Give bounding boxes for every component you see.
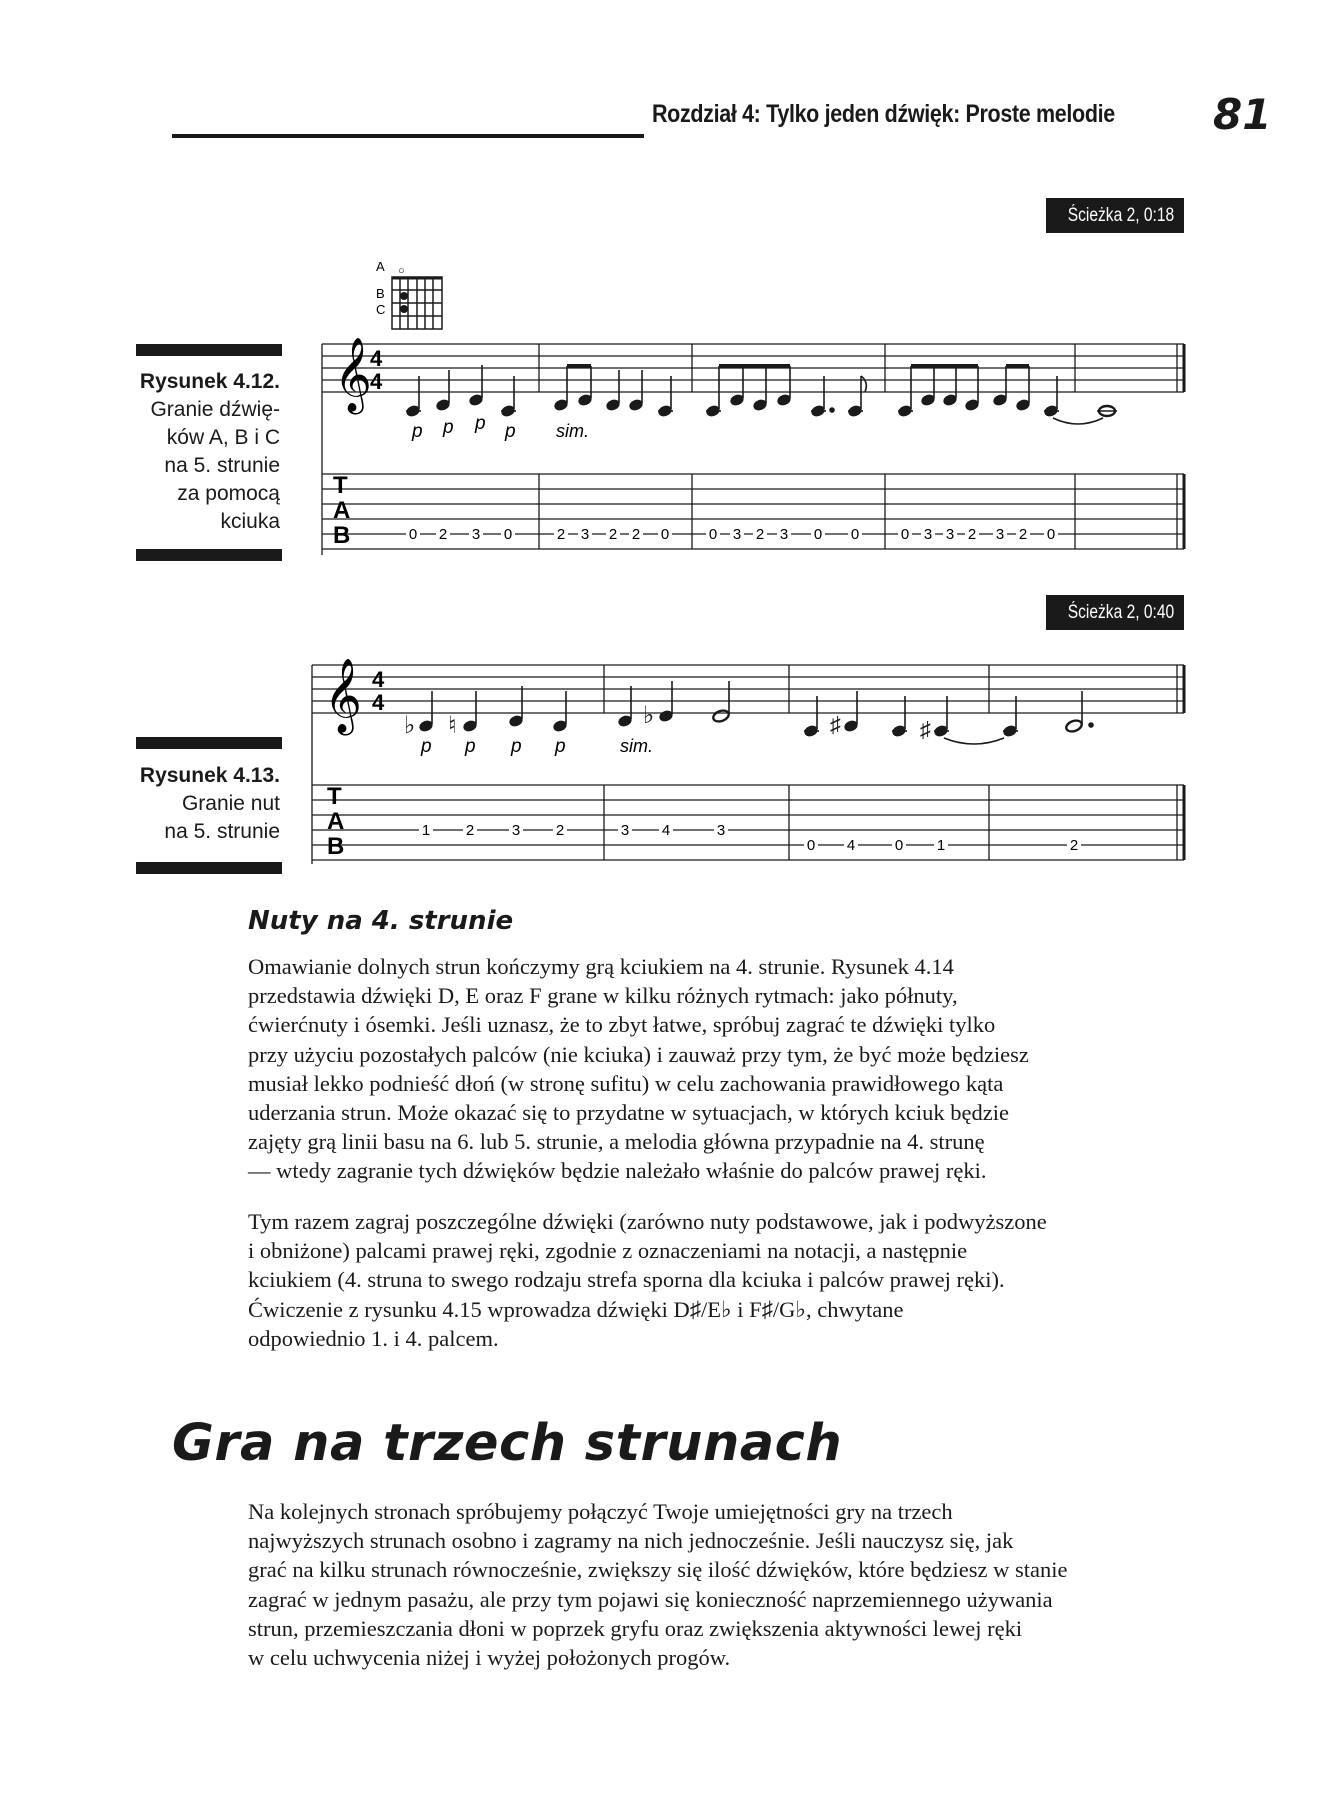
paragraph bbox=[248, 1497, 1188, 1672]
sharp-icon: ♯ bbox=[830, 712, 841, 737]
figure-label: Rysunek 4.12. bbox=[139, 370, 280, 393]
caption-line: kciuka bbox=[220, 510, 280, 533]
text-line: zajęty grą linii basu na 6. lub 5. strunie, a melodia główna przypadnie na 4. strunę bbox=[248, 1129, 985, 1155]
section-heading: Nuty na 4. strunie bbox=[248, 906, 514, 936]
time-sig-top: 4 bbox=[372, 667, 385, 692]
tab-number: 2 bbox=[608, 526, 618, 543]
natural-icon: ♮ bbox=[448, 712, 457, 739]
tab-number: 0 bbox=[503, 526, 513, 543]
caption-line: ków A, B i C bbox=[166, 426, 280, 449]
fingering: p bbox=[555, 736, 566, 757]
tab-number: 3 bbox=[471, 526, 481, 543]
tab-number: 3 bbox=[945, 526, 955, 543]
notes-4-12 bbox=[406, 365, 1117, 424]
open-string-mark: ○ bbox=[398, 265, 405, 277]
tab-number: 2 bbox=[465, 822, 475, 839]
tab-letter: T bbox=[333, 472, 348, 499]
staff-4-13 bbox=[312, 665, 1184, 864]
tab-number: 4 bbox=[661, 822, 671, 839]
paragraph bbox=[248, 952, 1188, 1186]
tab-number: 0 bbox=[708, 526, 718, 543]
paragraph bbox=[248, 1207, 1188, 1353]
music-notation bbox=[0, 0, 1339, 900]
tab-number: 1 bbox=[936, 837, 946, 854]
time-sig-top: 4 bbox=[370, 346, 383, 371]
tab-number: 0 bbox=[806, 837, 816, 854]
tab-number: 3 bbox=[779, 526, 789, 543]
text-line: uderzania strun. Może okazać się to przydatne w sytuacjach, w których kciuk będzie bbox=[248, 1100, 1009, 1126]
figure-label: Rysunek 4.13. bbox=[139, 764, 280, 787]
text-line: — wtedy zagranie tych dźwięków będzie należało właśnie do palców prawej ręki. bbox=[248, 1158, 987, 1184]
tab-number: 0 bbox=[1046, 526, 1056, 543]
tab-letter: A bbox=[327, 808, 345, 835]
tab-number: 3 bbox=[716, 822, 726, 839]
tab-number: 2 bbox=[556, 526, 566, 543]
tab-number: 2 bbox=[631, 526, 641, 543]
treble-clef-icon: 𝄞 bbox=[324, 659, 362, 731]
caption-line: Granie nut bbox=[181, 792, 280, 815]
fingering: p bbox=[421, 736, 432, 757]
chord-letter: C bbox=[376, 302, 386, 317]
tab-number: 3 bbox=[511, 822, 521, 839]
tab-number: 2 bbox=[755, 526, 765, 543]
text-line: kciukiem (4. struna to swego rodzaju strefa sporna dla kciuka i palców prawej ręki). bbox=[248, 1267, 1005, 1293]
tab-number: 0 bbox=[660, 526, 670, 543]
staff-4-12 bbox=[322, 344, 1184, 555]
text-line: odpowiednio 1. i 4. palcem. bbox=[248, 1325, 499, 1351]
tab-number: 2 bbox=[1069, 837, 1079, 854]
caption-line: na 5. strunie bbox=[164, 454, 280, 477]
tab-number: 0 bbox=[813, 526, 823, 543]
chord-diagram bbox=[376, 259, 442, 329]
tab-number: 2 bbox=[967, 526, 977, 543]
tab-number: 0 bbox=[900, 526, 910, 543]
tab-number: 1 bbox=[421, 822, 431, 839]
tab-number: 3 bbox=[923, 526, 933, 543]
text-line: i obniżone) palcami prawej ręki, zgodnie z oznaczeniami na notacji, a następnie bbox=[248, 1238, 968, 1264]
text-line: zagrać w jednym pasażu, ale przy tym pojawi się konieczność naprzemiennego używania bbox=[248, 1586, 1053, 1612]
sharp-icon: ♯ bbox=[920, 717, 931, 742]
finger-dot bbox=[400, 292, 408, 300]
chord-letter: B bbox=[376, 286, 385, 301]
tab-number: 2 bbox=[555, 822, 565, 839]
tab-letter: A bbox=[333, 497, 351, 524]
fingering: p bbox=[505, 421, 516, 442]
text-line: w celu uchwycenia niżej i wyżej położonych progów. bbox=[248, 1645, 731, 1671]
chapter-section-heading: Gra na trzech strunach bbox=[172, 1414, 843, 1473]
tab-letter: T bbox=[327, 783, 342, 810]
track-label-1: Ścieżka 2, 0:18 bbox=[1067, 205, 1175, 226]
chapter-title: Rozdział 4: Tylko jeden dźwięk: Proste melodie bbox=[652, 100, 1115, 128]
page-number: 81 bbox=[1213, 90, 1272, 139]
track-label-2: Ścieżka 2, 0:40 bbox=[1067, 602, 1175, 623]
time-sig-bottom: 4 bbox=[370, 369, 383, 394]
time-sig-bottom: 4 bbox=[372, 690, 385, 715]
sim-marking: sim. bbox=[620, 736, 653, 756]
text-line: Omawianie dolnych strun kończymy grą kciukiem na 4. strunie. Rysunek 4.14 bbox=[248, 954, 954, 979]
text-line: Ćwiczenie z rysunku 4.15 wprowadza dźwięki D♯/E♭ i F♯/G♭, chwytane bbox=[248, 1296, 904, 1322]
tab-letter: B bbox=[333, 522, 351, 549]
text-line: grać na kilku strunach równocześnie, zwiększy się ilość dźwięków, które będziesz w stanie bbox=[248, 1557, 1068, 1583]
fingering: p bbox=[465, 736, 476, 757]
caption-line: na 5. strunie bbox=[164, 820, 280, 843]
flat-icon: ♭ bbox=[643, 702, 655, 729]
text-line: przedstawia dźwięki D, E oraz F grane w kilku różnych rytmach: jako półnuty, bbox=[248, 983, 958, 1009]
text-line: przy użyciu pozostałych palców (nie kciuka) i zauważ przy tym, że być może będziesz bbox=[248, 1041, 1029, 1067]
chord-letter: A bbox=[376, 259, 385, 274]
finger-dot bbox=[400, 305, 408, 313]
text-line: musiał lekko podnieść dłoń (w stronę sufitu) w celu zachowania prawidłowego kąta bbox=[248, 1070, 1004, 1096]
tab-number: 3 bbox=[995, 526, 1005, 543]
caption-line: Granie dźwię- bbox=[150, 398, 280, 421]
fingering: p bbox=[443, 417, 454, 438]
tab-number: 2 bbox=[1018, 526, 1028, 543]
tab-number: 2 bbox=[438, 526, 448, 543]
text-line: strun, przemieszczania dłoni w poprzek gryfu oraz zwiększenia aktywności lewej ręki bbox=[248, 1615, 1023, 1641]
fingering: p bbox=[475, 413, 486, 434]
text-line: Tym razem zagraj poszczególne dźwięki (zarówno nuty podstawowe, jak i podwyższone bbox=[248, 1209, 1047, 1234]
fingering: p bbox=[511, 736, 522, 757]
tab-number: 0 bbox=[850, 526, 860, 543]
tab-number: 0 bbox=[408, 526, 418, 543]
fingering: p bbox=[412, 421, 423, 442]
caption-line: za pomocą bbox=[177, 482, 280, 505]
tab-number: 3 bbox=[580, 526, 590, 543]
flat-icon: ♭ bbox=[404, 712, 416, 739]
sim-marking: sim. bbox=[556, 421, 589, 441]
text-line: ćwierćnuty i ósemki. Jeśli uznasz, że to zbyt łatwe, spróbuj zagrać te dźwięki tylko bbox=[248, 1012, 996, 1038]
tab-number: 4 bbox=[846, 837, 856, 854]
text-line: najwyższych strunach osobno i zagramy na nich jednocześnie. Jeśli nauczysz się, jak bbox=[248, 1528, 1014, 1554]
text-line: Na kolejnych stronach spróbujemy połączyć Twoje umiejętności gry na trzech bbox=[248, 1499, 953, 1524]
tab-number: 3 bbox=[620, 822, 630, 839]
tab-number: 0 bbox=[894, 837, 904, 854]
tab-numbers-4-13 bbox=[419, 822, 1081, 854]
treble-clef-icon: 𝄞 bbox=[334, 338, 372, 410]
tab-number: 3 bbox=[732, 526, 742, 543]
tab-letter: B bbox=[327, 833, 345, 860]
